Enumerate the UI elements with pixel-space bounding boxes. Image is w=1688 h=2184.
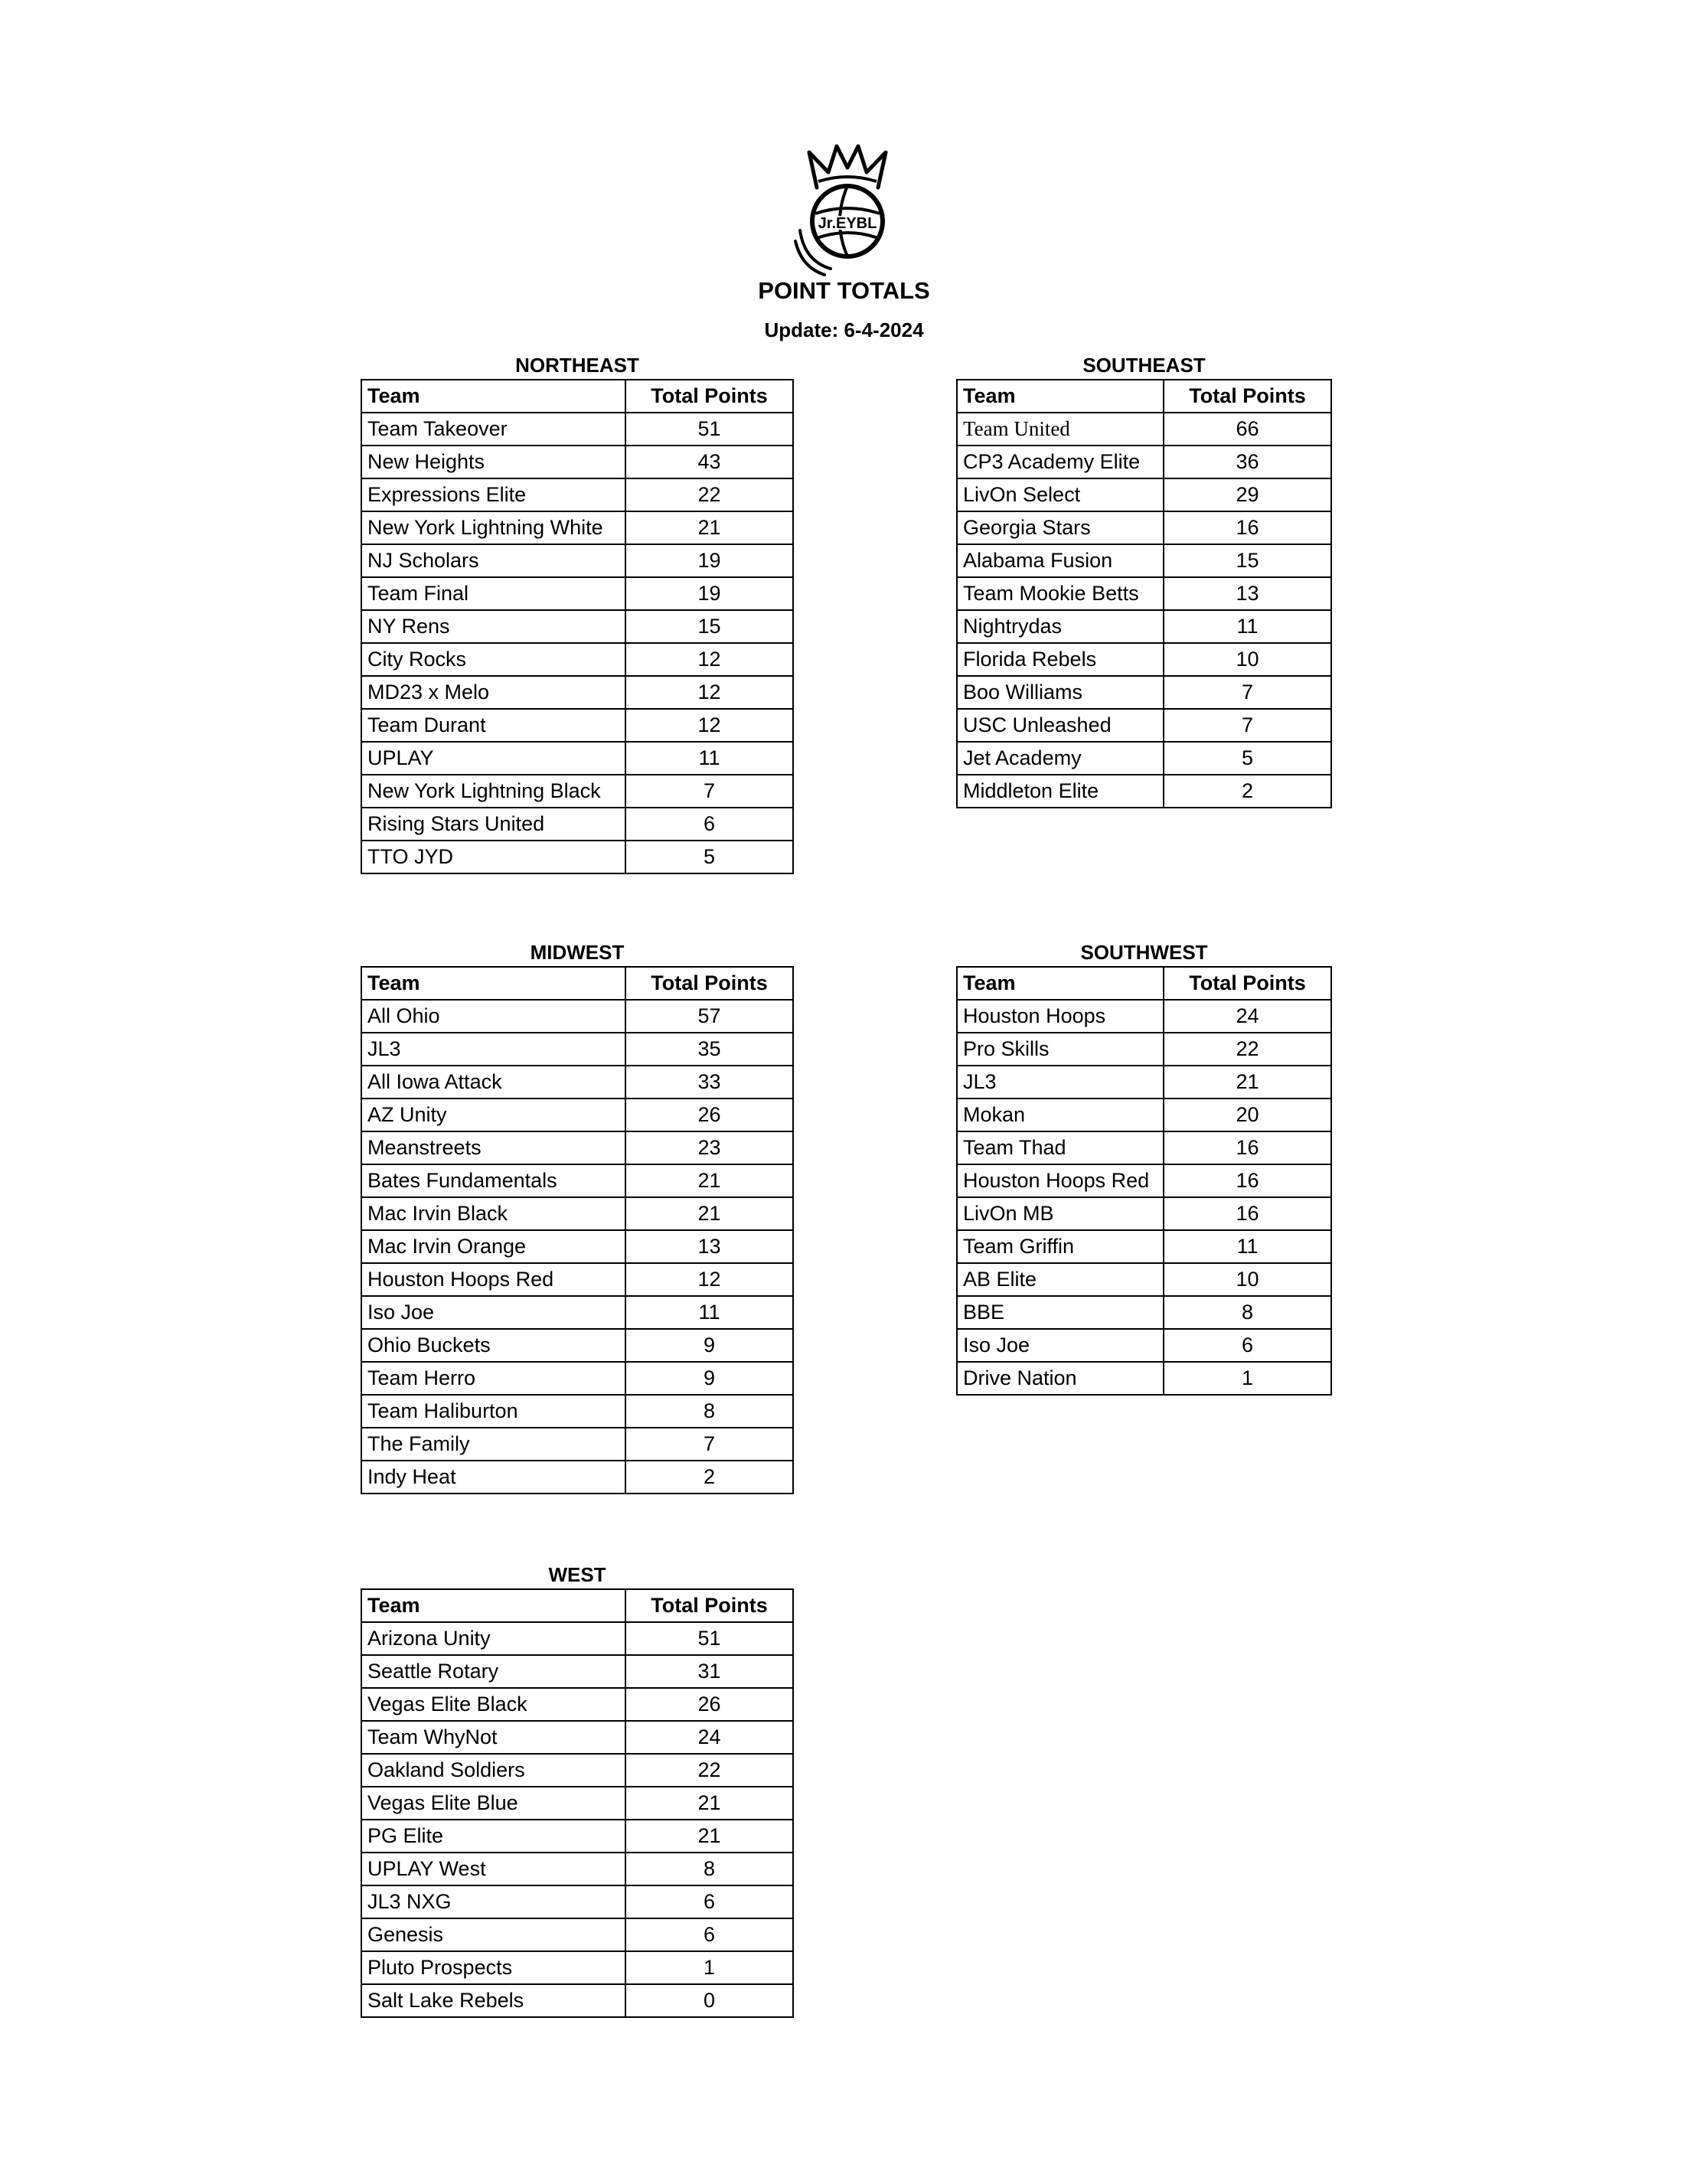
- points-cell: 12: [625, 1263, 793, 1296]
- table-row: [957, 676, 1331, 709]
- standings-table: [956, 379, 1332, 808]
- region-title: WEST: [548, 1563, 606, 1586]
- points-cell: 6: [625, 1885, 793, 1918]
- table-header-row: [957, 967, 1331, 1000]
- table-row: [361, 1329, 793, 1362]
- points-cell: 51: [625, 413, 793, 446]
- points-cell: 1: [1164, 1362, 1331, 1395]
- points-cell: 36: [1164, 446, 1331, 478]
- points-cell: 16: [1164, 1131, 1331, 1164]
- table-row: [361, 446, 793, 478]
- table-row: [361, 1622, 793, 1655]
- table-row: [361, 808, 793, 841]
- points-cell: 66: [1164, 413, 1331, 446]
- table-row: [361, 775, 793, 808]
- table-row: [361, 1853, 793, 1885]
- region-title: NORTHEAST: [515, 354, 639, 377]
- table-row: [361, 1688, 793, 1721]
- team-name-cell: CP3 Academy Elite: [957, 446, 1164, 478]
- table-row: [361, 1918, 793, 1951]
- points-cell: 10: [1164, 643, 1331, 676]
- southeast-standings: [956, 351, 1332, 808]
- points-cell: 33: [625, 1066, 793, 1099]
- team-name-cell: Genesis: [361, 1918, 625, 1951]
- table-row: [957, 709, 1331, 742]
- points-column-header: Total Points: [625, 1589, 793, 1622]
- team-column-header: Team: [957, 380, 1164, 413]
- table-row: [361, 841, 793, 873]
- table-row: [361, 478, 793, 511]
- points-cell: 51: [625, 1622, 793, 1655]
- table-row: [361, 676, 793, 709]
- team-name-cell: Seattle Rotary: [361, 1655, 625, 1688]
- table-row: [957, 577, 1331, 610]
- team-name-cell: All Ohio: [361, 1000, 625, 1033]
- table-row: [361, 1296, 793, 1329]
- team-name-cell: AZ Unity: [361, 1099, 625, 1131]
- region-title: SOUTHEAST: [1082, 354, 1206, 377]
- table-row: [361, 643, 793, 676]
- table-row: [957, 413, 1331, 446]
- team-name-cell: Team Takeover: [361, 413, 625, 446]
- points-cell: 15: [1164, 544, 1331, 577]
- table-row: [361, 1362, 793, 1395]
- team-name-cell: Iso Joe: [361, 1296, 625, 1329]
- team-name-cell: Middleton Elite: [957, 775, 1164, 808]
- table-row: [957, 511, 1331, 544]
- points-cell: 16: [1164, 1197, 1331, 1230]
- team-name-cell: BBE: [957, 1296, 1164, 1329]
- points-cell: 31: [625, 1655, 793, 1688]
- table-row: [361, 1820, 793, 1853]
- table-row: [361, 1754, 793, 1787]
- table-row: [957, 1000, 1331, 1033]
- team-name-cell: Meanstreets: [361, 1131, 625, 1164]
- points-cell: 11: [1164, 610, 1331, 643]
- table-row: [361, 1428, 793, 1461]
- table-row: [957, 1329, 1331, 1362]
- team-name-cell: Pro Skills: [957, 1033, 1164, 1066]
- points-cell: 21: [625, 1197, 793, 1230]
- team-name-cell: LivOn MB: [957, 1197, 1164, 1230]
- table-row: [361, 511, 793, 544]
- jr-eybl-logo: [794, 142, 901, 279]
- points-cell: 23: [625, 1131, 793, 1164]
- team-name-cell: Ohio Buckets: [361, 1329, 625, 1362]
- team-name-cell: Bates Fundamentals: [361, 1164, 625, 1197]
- team-name-cell: All Iowa Attack: [361, 1066, 625, 1099]
- team-name-cell: Florida Rebels: [957, 643, 1164, 676]
- team-name-cell: Oakland Soldiers: [361, 1754, 625, 1787]
- points-cell: 8: [1164, 1296, 1331, 1329]
- team-column-header: Team: [957, 967, 1164, 1000]
- table-row: [361, 1230, 793, 1263]
- standings-table: [956, 966, 1332, 1396]
- team-name-cell: NJ Scholars: [361, 544, 625, 577]
- table-row: [957, 1197, 1331, 1230]
- team-name-cell: Georgia Stars: [957, 511, 1164, 544]
- points-cell: 21: [625, 511, 793, 544]
- team-name-cell: TTO JYD: [361, 841, 625, 873]
- team-name-cell: PG Elite: [361, 1820, 625, 1853]
- points-cell: 24: [625, 1721, 793, 1754]
- table-row: [957, 1099, 1331, 1131]
- team-name-cell: Team WhyNot: [361, 1721, 625, 1754]
- points-cell: 2: [1164, 775, 1331, 808]
- team-name-cell: JL3 NXG: [361, 1885, 625, 1918]
- team-name-cell: Team Mookie Betts: [957, 577, 1164, 610]
- table-row: [957, 643, 1331, 676]
- logo-text: Jr.EYBL: [818, 215, 877, 232]
- points-cell: 16: [1164, 1164, 1331, 1197]
- points-cell: 6: [625, 808, 793, 841]
- points-cell: 15: [625, 610, 793, 643]
- table-row: [361, 413, 793, 446]
- points-cell: 26: [625, 1688, 793, 1721]
- team-name-cell: USC Unleashed: [957, 709, 1164, 742]
- table-row: [361, 1461, 793, 1494]
- points-cell: 8: [625, 1853, 793, 1885]
- region-title: SOUTHWEST: [1080, 941, 1208, 964]
- team-name-cell: UPLAY: [361, 742, 625, 775]
- team-name-cell: Arizona Unity: [361, 1622, 625, 1655]
- table-row: [957, 1230, 1331, 1263]
- team-name-cell: NY Rens: [361, 610, 625, 643]
- points-column-header: Total Points: [625, 967, 793, 1000]
- table-row: [361, 1984, 793, 2017]
- points-cell: 35: [625, 1033, 793, 1066]
- southwest-standings: [956, 939, 1332, 1396]
- team-name-cell: Mokan: [957, 1099, 1164, 1131]
- table-row: [957, 544, 1331, 577]
- points-cell: 12: [625, 709, 793, 742]
- points-cell: 11: [625, 1296, 793, 1329]
- team-name-cell: New Heights: [361, 446, 625, 478]
- table-row: [361, 709, 793, 742]
- points-cell: 11: [1164, 1230, 1331, 1263]
- team-name-cell: AB Elite: [957, 1263, 1164, 1296]
- points-cell: 6: [1164, 1329, 1331, 1362]
- team-name-cell: Vegas Elite Blue: [361, 1787, 625, 1820]
- table-header-row: [361, 380, 793, 413]
- points-cell: 21: [1164, 1066, 1331, 1099]
- points-cell: 5: [625, 841, 793, 873]
- points-cell: 2: [625, 1461, 793, 1494]
- points-cell: 13: [625, 1230, 793, 1263]
- table-row: [361, 544, 793, 577]
- team-name-cell: Team Haliburton: [361, 1395, 625, 1428]
- team-name-cell: Vegas Elite Black: [361, 1688, 625, 1721]
- region-title: MIDWEST: [530, 941, 625, 964]
- table-row: [361, 577, 793, 610]
- table-row: [361, 1655, 793, 1688]
- points-cell: 21: [625, 1787, 793, 1820]
- points-cell: 7: [1164, 709, 1331, 742]
- points-cell: 19: [625, 544, 793, 577]
- points-cell: 6: [625, 1918, 793, 1951]
- team-column-header: Team: [361, 967, 625, 1000]
- points-cell: 7: [1164, 676, 1331, 709]
- team-name-cell: Alabama Fusion: [957, 544, 1164, 577]
- team-column-header: Team: [361, 1589, 625, 1622]
- table-row: [361, 1721, 793, 1754]
- table-row: [957, 1296, 1331, 1329]
- points-cell: 22: [1164, 1033, 1331, 1066]
- team-name-cell: JL3: [957, 1066, 1164, 1099]
- table-header-row: [361, 1589, 793, 1622]
- team-name-cell: Rising Stars United: [361, 808, 625, 841]
- table-row: [361, 1164, 793, 1197]
- team-name-cell: Nightrydas: [957, 610, 1164, 643]
- table-row: [957, 775, 1331, 808]
- table-row: [361, 1033, 793, 1066]
- team-name-cell: New York Lightning White: [361, 511, 625, 544]
- table-row: [957, 1362, 1331, 1395]
- team-name-cell: New York Lightning Black: [361, 775, 625, 808]
- table-row: [361, 1066, 793, 1099]
- table-row: [361, 1099, 793, 1131]
- team-name-cell: Houston Hoops Red: [957, 1164, 1164, 1197]
- table-row: [361, 1951, 793, 1984]
- team-name-cell: Mac Irvin Orange: [361, 1230, 625, 1263]
- west-standings: [361, 1561, 794, 2018]
- standings-table: [361, 1588, 794, 2018]
- standings-table: [361, 379, 794, 874]
- table-header-row: [361, 967, 793, 1000]
- points-cell: 21: [625, 1820, 793, 1853]
- midwest-standings: [361, 939, 794, 1494]
- points-cell: 21: [625, 1164, 793, 1197]
- points-cell: 9: [625, 1329, 793, 1362]
- table-row: [361, 1787, 793, 1820]
- table-row: [957, 742, 1331, 775]
- points-column-header: Total Points: [1164, 967, 1331, 1000]
- northeast-standings: [361, 351, 794, 874]
- team-name-cell: Team Final: [361, 577, 625, 610]
- team-name-cell: Team Griffin: [957, 1230, 1164, 1263]
- points-cell: 20: [1164, 1099, 1331, 1131]
- team-name-cell: Salt Lake Rebels: [361, 1984, 625, 2017]
- table-row: [957, 446, 1331, 478]
- table-row: [957, 1131, 1331, 1164]
- table-row: [361, 1885, 793, 1918]
- points-cell: 16: [1164, 511, 1331, 544]
- table-row: [361, 610, 793, 643]
- table-row: [361, 1395, 793, 1428]
- table-row: [361, 1197, 793, 1230]
- points-cell: 43: [625, 446, 793, 478]
- team-name-cell: Houston Hoops: [957, 1000, 1164, 1033]
- team-name-cell: Expressions Elite: [361, 478, 625, 511]
- team-name-cell: Iso Joe: [957, 1329, 1164, 1362]
- table-row: [361, 1263, 793, 1296]
- standings-table: [361, 966, 794, 1494]
- table-row: [361, 1000, 793, 1033]
- points-cell: 12: [625, 643, 793, 676]
- points-cell: 12: [625, 676, 793, 709]
- points-cell: 26: [625, 1099, 793, 1131]
- points-column-header: Total Points: [625, 380, 793, 413]
- points-cell: 1: [625, 1951, 793, 1984]
- points-cell: 22: [625, 1754, 793, 1787]
- points-cell: 7: [625, 1428, 793, 1461]
- page-title: POINT TOTALS: [758, 277, 930, 304]
- team-name-cell: MD23 x Melo: [361, 676, 625, 709]
- team-name-cell: Boo Williams: [957, 676, 1164, 709]
- team-name-cell: Pluto Prospects: [361, 1951, 625, 1984]
- points-cell: 0: [625, 1984, 793, 2017]
- team-name-cell: Team Thad: [957, 1131, 1164, 1164]
- table-row: [957, 478, 1331, 511]
- team-name-cell: JL3: [361, 1033, 625, 1066]
- table-row: [957, 1164, 1331, 1197]
- team-name-cell: City Rocks: [361, 643, 625, 676]
- team-name-cell: Jet Academy: [957, 742, 1164, 775]
- points-cell: 5: [1164, 742, 1331, 775]
- table-row: [957, 1263, 1331, 1296]
- team-name-cell: Houston Hoops Red: [361, 1263, 625, 1296]
- points-cell: 57: [625, 1000, 793, 1033]
- table-row: [957, 610, 1331, 643]
- points-cell: 22: [625, 478, 793, 511]
- table-row: [361, 742, 793, 775]
- team-name-cell: The Family: [361, 1428, 625, 1461]
- points-cell: 9: [625, 1362, 793, 1395]
- points-cell: 24: [1164, 1000, 1331, 1033]
- table-row: [957, 1066, 1331, 1099]
- team-name-cell: Drive Nation: [957, 1362, 1164, 1395]
- table-row: [957, 1033, 1331, 1066]
- points-cell: 19: [625, 577, 793, 610]
- points-cell: 13: [1164, 577, 1331, 610]
- team-name-cell: Team Herro: [361, 1362, 625, 1395]
- points-cell: 8: [625, 1395, 793, 1428]
- team-name-cell: Indy Heat: [361, 1461, 625, 1494]
- team-name-cell: Team Durant: [361, 709, 625, 742]
- team-name-cell: UPLAY West: [361, 1853, 625, 1885]
- update-date: Update: 6-4-2024: [764, 318, 924, 341]
- points-cell: 10: [1164, 1263, 1331, 1296]
- points-column-header: Total Points: [1164, 380, 1331, 413]
- table-row: [361, 1131, 793, 1164]
- team-column-header: Team: [361, 380, 625, 413]
- team-name-cell: Team United: [957, 413, 1164, 446]
- points-cell: 7: [625, 775, 793, 808]
- points-cell: 11: [625, 742, 793, 775]
- points-cell: 29: [1164, 478, 1331, 511]
- table-header-row: [957, 380, 1331, 413]
- team-name-cell: LivOn Select: [957, 478, 1164, 511]
- team-name-cell: Mac Irvin Black: [361, 1197, 625, 1230]
